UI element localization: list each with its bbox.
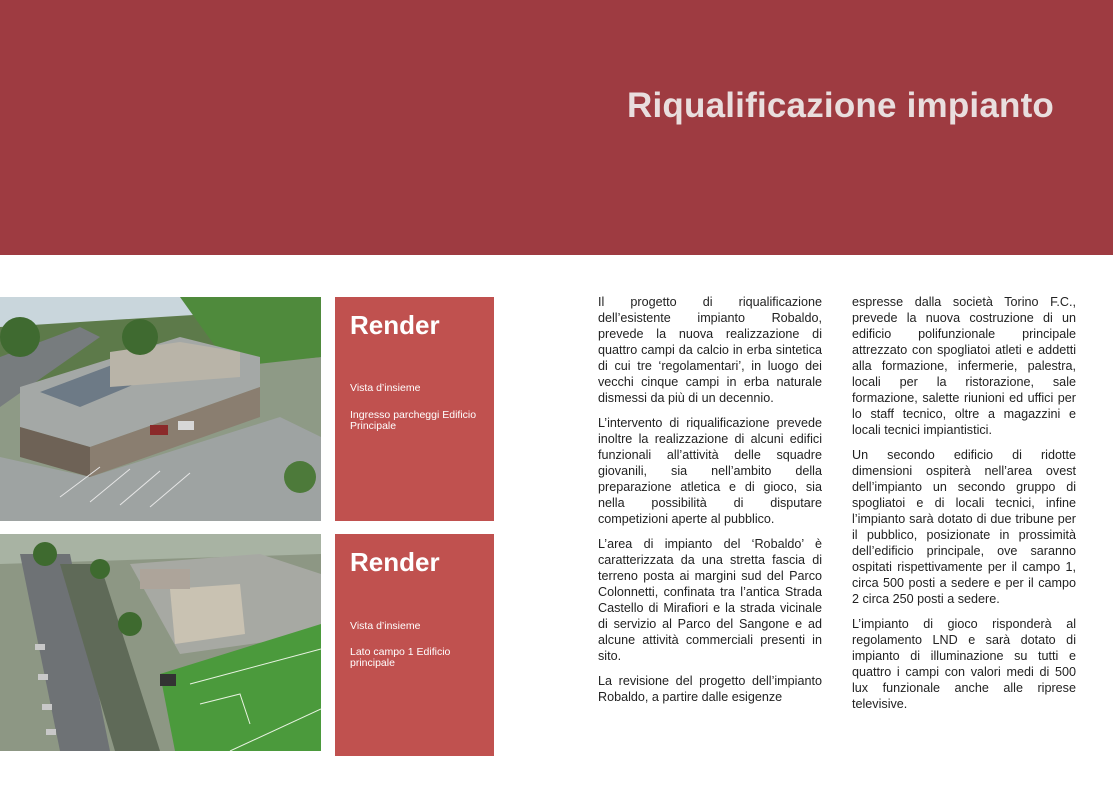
page-title: Riqualificazione impianto	[627, 86, 1054, 125]
card-caption: Vista d’insieme	[350, 620, 421, 632]
paragraph: La revisione del progetto dell’impianto Robaldo, a partire dalle esigenze	[598, 674, 822, 704]
card-caption: Lato campo 1 Edificio principale	[350, 646, 451, 669]
card-title: Render	[350, 547, 440, 577]
header-banner	[0, 0, 1113, 255]
render-image-field-1	[0, 534, 321, 751]
paragraph: espresse dalla società Torino F.C., prevede la nuova costruzione di un edificio polifunzionale principale attrezzato con spogliatoi atleti e addetti alla formazione, infermerie, palestra, locali per la ristorazione, sale formazione, salette riunioni ed uffici per lo staff tecnico, oltre a magazzini e locali tecnici impiantistici.	[852, 295, 1076, 437]
paragraph: L’impianto di gioco risponderà al regolamento LND e sarà dotato di impianto di illuminazione su tutti e quattro i campi con valori medi di 500 lux funzionale anche alle riprese televisive.	[852, 617, 1076, 711]
text-column-1	[598, 294, 822, 714]
card-caption: Ingresso parcheggi Edificio Principale	[350, 409, 477, 432]
render-image-parking-entrance	[0, 297, 321, 521]
card-caption: Vista d’insieme	[350, 382, 421, 394]
render-card-2	[335, 534, 494, 756]
paragraph: L’intervento di riqualificazione prevede inoltre la realizzazione di alcuni edifici funzionali all’attività delle squadre giovanili, sia nell’ambito della preparazione atletica e di gioco, sia nella possibilità di disputare competizioni aperte al pubblico.	[598, 416, 822, 526]
text-column-2	[852, 294, 1076, 721]
paragraph: Un secondo edificio di ridotte dimensioni ospiterà nell’area ovest dell’impianto un secondo gruppo di spogliatoi e di locali tecnici, infine l’impianto sarà dotato di due tribune per il pubblico, posizionate in prossimità dell’edificio principale, ove saranno ospitati rispettivamente per il campo 1, circa 500 posti a sedere e per il campo 2 circa 250 posti a sedere.	[852, 448, 1076, 606]
paragraph: Il progetto di riqualificazione dell’esistente impianto Robaldo, prevede la nuova realizzazione di quattro campi da calcio in erba sintetica di cui tre ‘regolamentari’, in luogo dei vecchi cinque campi in erba naturale dismessi da più di un decennio.	[598, 295, 822, 405]
render-card-1	[335, 297, 494, 521]
card-title: Render	[350, 310, 440, 340]
paragraph: L’area di impianto del ‘Robaldo’ è caratterizzata da una stretta fascia di terreno posta ai margini sud del Parco Colonnetti, confinata tra l’antica Strada Castello di Mirafiori e la strada vicinale di servizio al Parco del Sangone e ad alcune attività commerciali presenti in sito.	[598, 537, 822, 663]
